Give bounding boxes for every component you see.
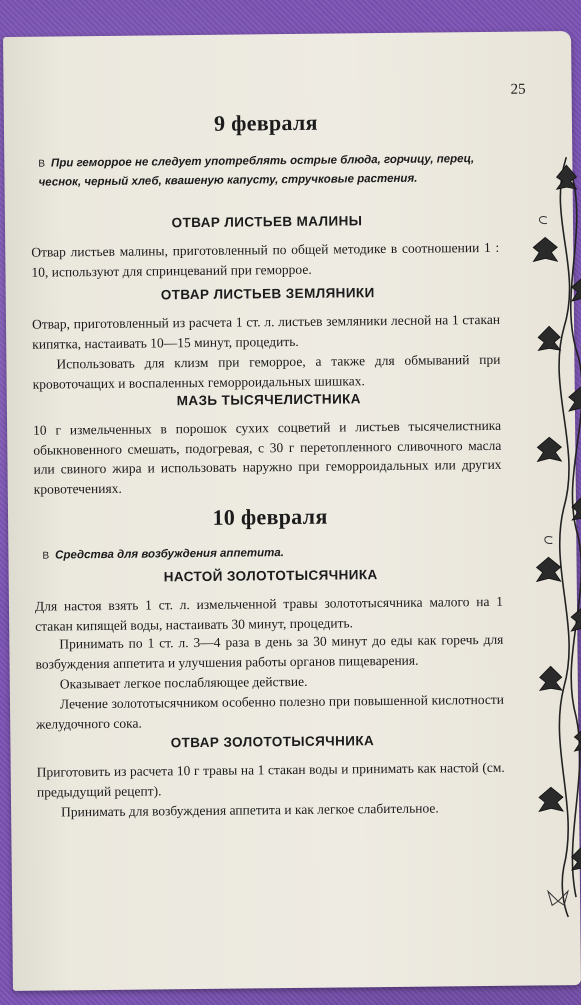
- page-content: [15, 32, 525, 991]
- recipe-title: НАСТОЙ ЗОЛОТОТЫСЯЧНИКА: [163, 567, 378, 585]
- ivy-leaf: [533, 237, 557, 261]
- date-heading: 10 февраля: [212, 503, 328, 530]
- recipe-paragraph: Отвар, приготовленный из расчета 1 ст. л. листьев земляники лесной на 1 стакан кипятка, настаивать 10—15 минут, процедить.: [31, 311, 501, 352]
- recipe-paragraph: Для настоя взять 1 ст. л. измельченной травы золототысячника малого на 1 стакан кипящей воды, настаивать 30 минут, процедить.: [34, 593, 504, 634]
- intro-text: При геморрое не следует употреблять острые блюда, горчицу, перец, чеснок, черный хлеб, квашеную капусту, стручковые растения.: [38, 153, 475, 189]
- recipe-title: ОТВАР ЛИСТЬЕВ МАЛИНЫ: [171, 213, 363, 231]
- ivy-vine-illustration: [526, 157, 581, 918]
- ivy-leaf: [572, 277, 581, 301]
- ivy-leaf: [537, 437, 561, 461]
- ivy-leaf: [539, 787, 563, 811]
- intro-note: [38, 150, 478, 192]
- recipe-paragraph: Принимать по 1 ст. л. 3—4 раза в день за 30 минут до еды как горечь для возбуждения аппетита и улучшения работы органов пищеварения.: [35, 631, 504, 672]
- intro-text: Средства для возбуждения аппетита.: [55, 547, 284, 562]
- vine-tendril: [545, 536, 553, 543]
- recipe-paragraph: Оказывает легкое послабляющее действие.: [59, 673, 308, 692]
- date-heading: 9 февраля: [213, 109, 318, 136]
- vine-tendril: [539, 216, 547, 223]
- recipe-paragraph: 10 г измельченных в порошок сухих соцветий и листьев тысячелистника обыкновенного смешать, подогревая, с 30 г перетопленного сливочного масла или свиного жира и использовать наружно при геморроидальных или других кровотечениях.: [33, 417, 502, 497]
- book-page: [3, 31, 581, 991]
- ivy-leaf: [536, 557, 560, 581]
- recipe-title: ОТВАР ЗОЛОТОТЫСЯЧНИКА: [170, 733, 375, 751]
- ivy-leaf: [556, 165, 576, 189]
- recipe-title: ОТВАР ЛИСТЬЕВ ЗЕМЛЯНИКИ: [160, 285, 375, 303]
- recipe-paragraph: Использовать для клизм при геморрое, а также для обмываний при кровоточащих и воспаленных геморроидальных шишках.: [32, 351, 501, 392]
- recipe-paragraph: Принимать для возбуждения аппетита и как легкое слабительное.: [61, 800, 439, 820]
- ivy-leaf: [571, 607, 581, 631]
- ivy-leaf: [569, 387, 581, 411]
- ivy-leaf: [538, 326, 560, 350]
- page-number: 25: [510, 81, 526, 98]
- recipe-paragraph: Отвар листьев малины, приготовленный по общей методике в соотношении 1 : 10, используют для спринцеваний при геморрое.: [31, 239, 500, 280]
- section-marker: В: [42, 550, 50, 562]
- butterfly-icon: [548, 891, 568, 905]
- ivy-leaf: [540, 666, 562, 690]
- recipe-paragraph: Приготовить из расчета 10 г травы на 1 стакан воды и принимать как настой (см. предыдущий рецепт).: [36, 759, 505, 800]
- recipe-title: МАЗЬ ТЫСЯЧЕЛИСТНИКА: [176, 391, 362, 409]
- section-marker: В: [38, 158, 46, 170]
- intro-note: [42, 542, 482, 566]
- recipe-paragraph: Лечение золототысячником особенно полезно при повышенной кислотности желудочного сока.: [36, 691, 505, 732]
